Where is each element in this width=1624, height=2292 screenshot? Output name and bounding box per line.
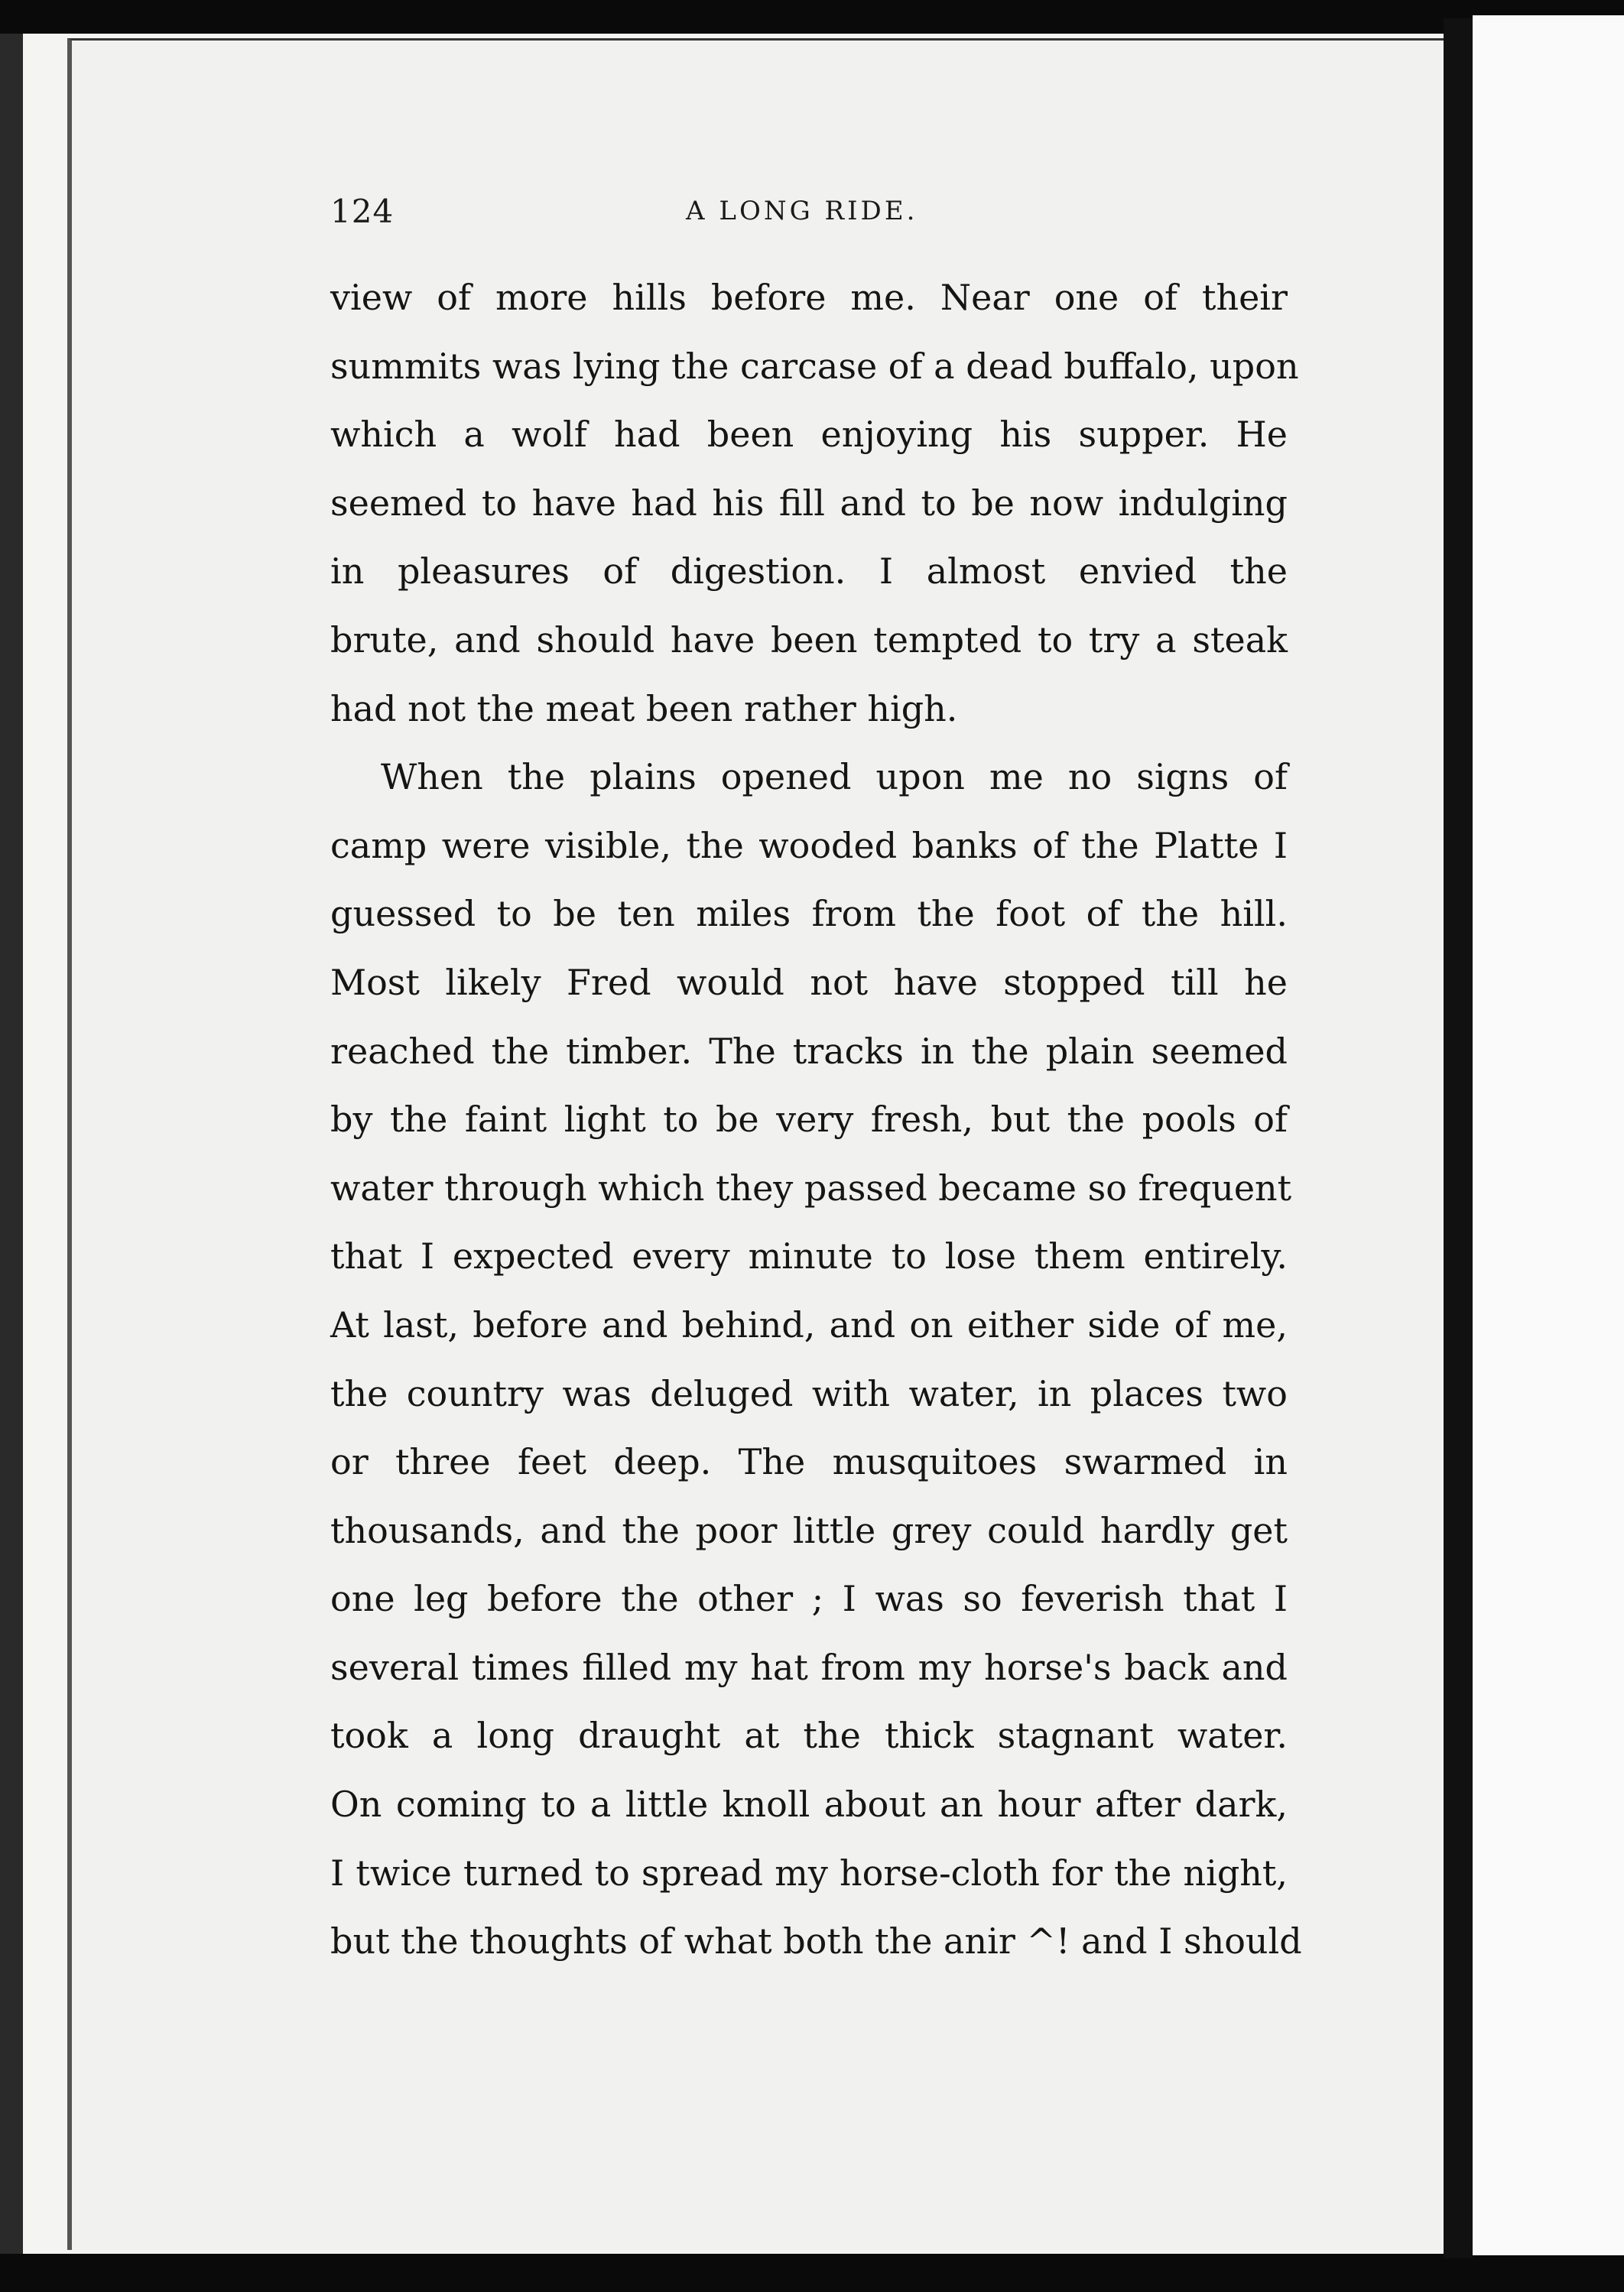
text-line: water through which they passed became so frequent	[330, 1167, 1292, 1209]
text-line: the country was deluged with water, in places two	[330, 1372, 1288, 1414]
text-line: by the faint light to be very fresh, but the pools of	[330, 1099, 1288, 1141]
text-line: camp were visible, the wooded banks of the Platte I	[330, 824, 1288, 866]
text-line: in pleasures of digestion. I almost envied the	[330, 550, 1288, 592]
text-line: Most likely Fred would not have stopped till he	[330, 961, 1288, 1003]
text-line: but the thoughts of what both the anir ^! and I should	[330, 1920, 1302, 1962]
text-line: or three feet deep. The musquitoes swarmed in	[330, 1441, 1288, 1483]
text-line: that I expected every minute to lose them entirely.	[330, 1235, 1288, 1277]
text-line: brute, and should have been tempted to try a steak	[330, 618, 1288, 661]
text-line: guessed to be ten miles from the foot of the hill.	[330, 893, 1288, 935]
page-number: 124	[330, 193, 395, 230]
text-line: At last, before and behind, and on either side of me,	[330, 1303, 1288, 1346]
text-line: thousands, and the poor little grey could hardly get	[330, 1509, 1288, 1551]
text-line: several times filled my hat from my horse's back and	[330, 1646, 1288, 1688]
scan-border-top	[0, 0, 1624, 34]
text-line: summits was lying the carcase of a dead buffalo, upon	[330, 345, 1299, 387]
text-line: view of more hills before me. Near one of their	[330, 277, 1288, 318]
text-line: I twice turned to spread my horse-cloth for the night,	[330, 1852, 1288, 1894]
page-header	[330, 193, 1286, 239]
paragraph-end-line: had not the meat been rather high.	[330, 687, 958, 729]
text-line: seemed to have had his fill and to be now indulging	[330, 482, 1288, 524]
running-title: A LONG RIDE.	[686, 196, 918, 226]
body-text	[330, 264, 1302, 1976]
text-line: which a wolf had been enjoying his supper. He	[330, 414, 1288, 456]
paragraph-start-line: When the plains opened upon me no signs of	[381, 756, 1288, 798]
text-line: reached the timber. The tracks in the plain seemed	[330, 1030, 1288, 1072]
facing-page-edge	[1473, 15, 1624, 2255]
scan-border-bottom	[0, 2254, 1624, 2292]
text-line: On coming to a little knoll about an hour after dark,	[330, 1784, 1288, 1826]
text-line: took a long draught at the thick stagnant water.	[330, 1715, 1288, 1757]
book-gutter	[1444, 18, 1473, 2258]
text-line: one leg before the other ; I was so feverish that I	[330, 1578, 1288, 1620]
scan-shadow-left	[0, 0, 23, 2292]
